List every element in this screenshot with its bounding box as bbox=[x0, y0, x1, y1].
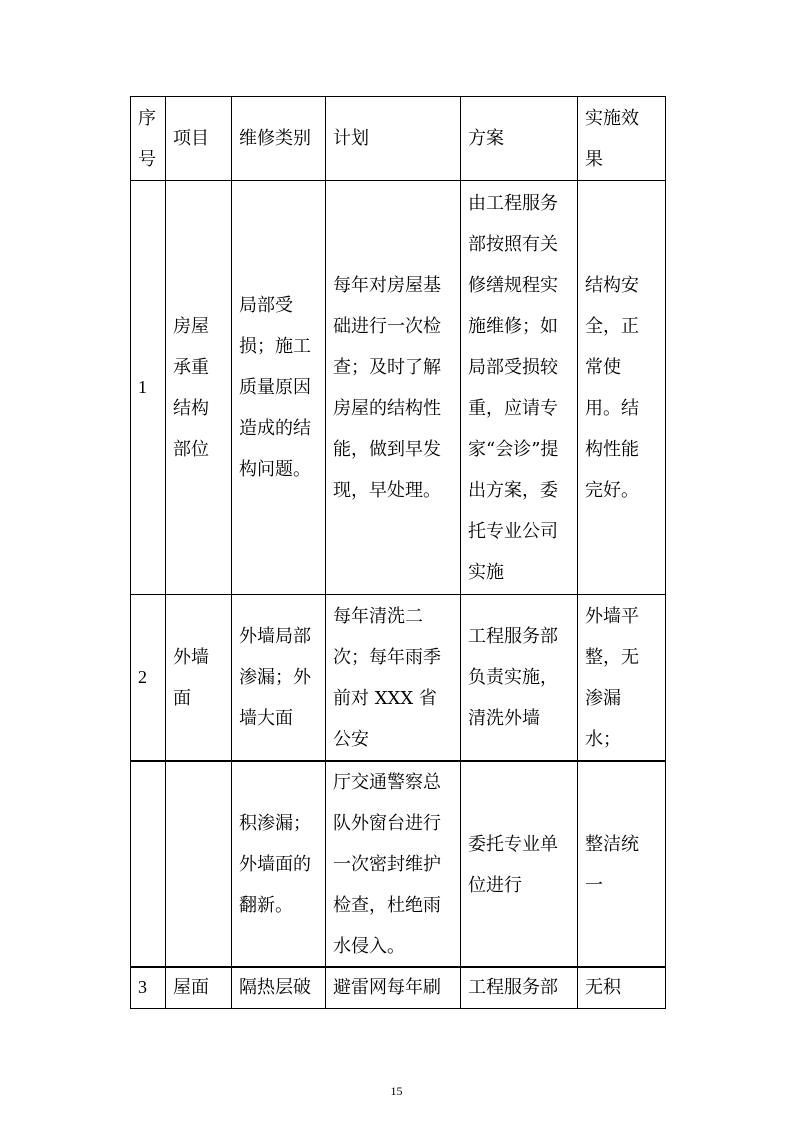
header-cell-plan: 计划 bbox=[326, 97, 461, 181]
row-number-cell: 1 bbox=[131, 181, 166, 595]
page-number: 15 bbox=[390, 1084, 403, 1098]
header-cell-item: 项目 bbox=[166, 97, 232, 181]
item-cell bbox=[166, 762, 232, 968]
category-cell: 积渗漏； 外墙面的 翻新。 bbox=[232, 762, 326, 968]
effect-cell: 无积 bbox=[578, 967, 666, 1009]
scheme-cell: 工程服务部 负责实施， 清洗外墙 bbox=[461, 595, 578, 761]
item-cell: 外墙 面 bbox=[166, 595, 232, 761]
header-cell-category: 维修类别 bbox=[232, 97, 326, 181]
category-cell: 局部受 损；施工 质量原因 造成的结 构问题。 bbox=[232, 181, 326, 595]
row-number-cell: 2 bbox=[131, 595, 166, 761]
last-row-table bbox=[130, 966, 666, 1009]
effect-cell: 外墙平 整，无 渗漏 水； bbox=[578, 595, 666, 761]
effect-cell: 整洁统 一 bbox=[578, 762, 666, 968]
table-row bbox=[131, 181, 666, 595]
scheme-cell: 由工程服务 部按照有关 修缮规程实 施维修；如 局部受损较 重，应请专 家“会诊”提 出方案，委 托专业公司 实施 bbox=[461, 181, 578, 595]
item-cell: 屋面 bbox=[166, 967, 232, 1009]
category-cell: 外墙局部 渗漏；外 墙大面 bbox=[232, 595, 326, 761]
header-cell-no: 序 号 bbox=[131, 97, 166, 181]
row-number-cell: 3 bbox=[131, 967, 166, 1009]
item-cell: 房屋 承重 结构 部位 bbox=[166, 181, 232, 595]
plan-cell: 厅交通警察总 队外窗台进行 一次密封维护 检查，杜绝雨 水侵入。 bbox=[326, 762, 461, 968]
table-row bbox=[131, 967, 666, 1009]
category-cell: 隔热层破 bbox=[232, 967, 326, 1009]
effect-cell: 结构安 全，正 常使 用。结 构性能 完好。 bbox=[578, 181, 666, 595]
maintenance-table bbox=[130, 96, 666, 761]
row-number-cell bbox=[131, 762, 166, 968]
table-row bbox=[131, 595, 666, 761]
scheme-cell: 工程服务部 bbox=[461, 967, 578, 1009]
plan-cell: 每年清洗二 次；每年雨季 前对 XXX 省 公安 bbox=[326, 595, 461, 761]
table-row bbox=[131, 762, 666, 968]
plan-cell: 避雷网每年刷 bbox=[326, 967, 461, 1009]
table-header-row bbox=[131, 97, 666, 181]
scheme-cell: 委托专业单 位进行 bbox=[461, 762, 578, 968]
header-cell-scheme: 方案 bbox=[461, 97, 578, 181]
header-cell-effect: 实施效 果 bbox=[578, 97, 666, 181]
continuation-table bbox=[130, 761, 666, 968]
plan-cell: 每年对房屋基 础进行一次检 查；及时了解 房屋的结构性 能，做到早发 现，早处理。 bbox=[326, 181, 461, 595]
